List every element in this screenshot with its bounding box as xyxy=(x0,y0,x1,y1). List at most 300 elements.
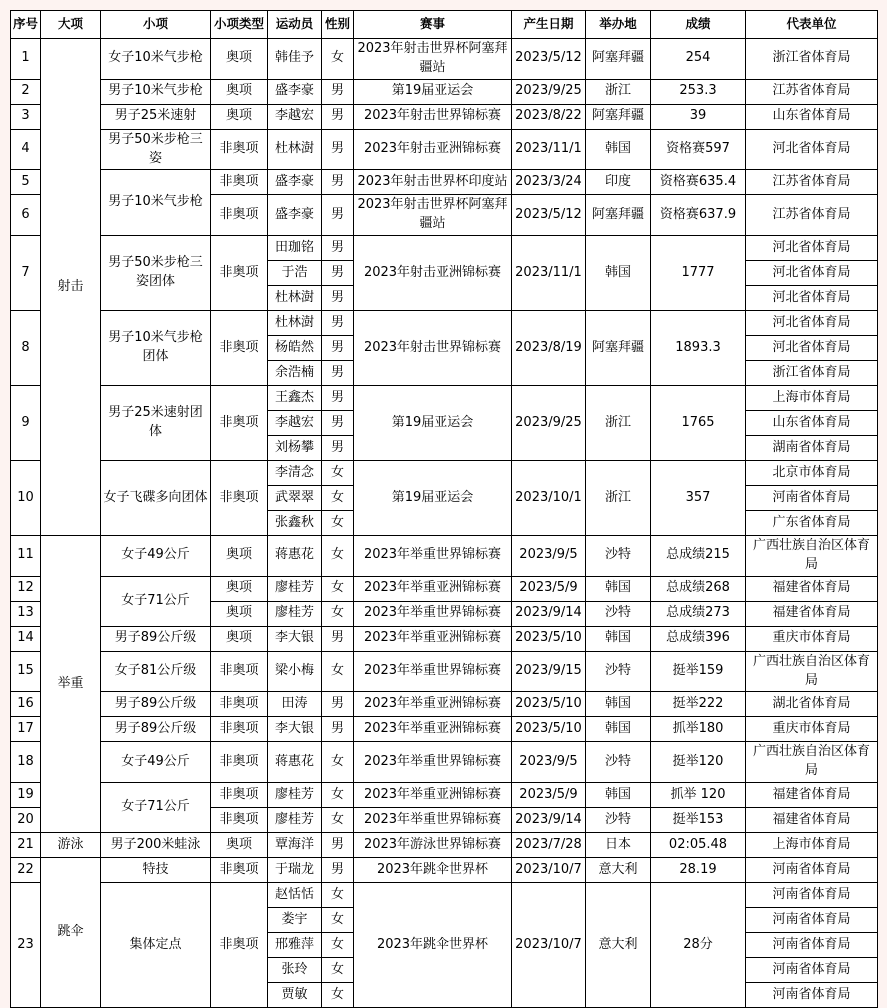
cell-type: 非奥项 xyxy=(211,386,268,461)
cell-unit: 湖南省体育局 xyxy=(746,436,878,461)
cell-competition: 2023年跳伞世界杯 xyxy=(354,858,512,883)
cell-type: 非奥项 xyxy=(211,195,268,236)
cell-competition: 2023年举重亚洲锦标赛 xyxy=(354,626,512,651)
cell-type: 非奥项 xyxy=(211,717,268,742)
cell-no: 16 xyxy=(11,692,41,717)
column-header-4: 运动员 xyxy=(268,11,322,39)
cell-venue: 韩国 xyxy=(586,236,651,311)
cell-athlete: 杜林澍 xyxy=(268,129,322,170)
cell-unit: 河南省体育局 xyxy=(746,858,878,883)
cell-date: 2023/8/22 xyxy=(512,104,586,129)
cell-athlete: 杜林澍 xyxy=(268,286,322,311)
cell-competition: 第19届亚运会 xyxy=(354,461,512,536)
cell-no: 15 xyxy=(11,651,41,692)
cell-result: 总成绩396 xyxy=(651,626,746,651)
cell-no: 20 xyxy=(11,808,41,833)
cell-result: 资格赛597 xyxy=(651,129,746,170)
cell-gender: 男 xyxy=(322,436,354,461)
cell-unit: 河北省体育局 xyxy=(746,336,878,361)
cell-athlete: 王鑫杰 xyxy=(268,386,322,411)
cell-result: 1777 xyxy=(651,236,746,311)
table-row xyxy=(11,39,878,80)
cell-competition: 2023年举重亚洲锦标赛 xyxy=(354,576,512,601)
cell-result: 254 xyxy=(651,39,746,80)
cell-result: 挺举222 xyxy=(651,692,746,717)
cell-no: 7 xyxy=(11,236,41,311)
cell-no: 1 xyxy=(11,39,41,80)
cell-unit: 山东省体育局 xyxy=(746,104,878,129)
cell-athlete: 廖桂芳 xyxy=(268,808,322,833)
table-row xyxy=(11,79,878,104)
cell-no: 8 xyxy=(11,311,41,386)
cell-unit: 浙江省体育局 xyxy=(746,361,878,386)
cell-unit: 河南省体育局 xyxy=(746,958,878,983)
cell-sport: 举重 xyxy=(41,536,101,833)
table-row xyxy=(11,170,878,195)
cell-competition: 2023年射击世界杯印度站 xyxy=(354,170,512,195)
cell-type: 奥项 xyxy=(211,104,268,129)
cell-gender: 女 xyxy=(322,908,354,933)
cell-gender: 女 xyxy=(322,983,354,1008)
cell-athlete: 杜林澍 xyxy=(268,311,322,336)
cell-date: 2023/9/14 xyxy=(512,808,586,833)
cell-type: 非奥项 xyxy=(211,129,268,170)
cell-sport: 游泳 xyxy=(41,833,101,858)
cell-competition: 2023年射击世界锦标赛 xyxy=(354,104,512,129)
cell-gender: 女 xyxy=(322,601,354,626)
cell-event: 男子89公斤级 xyxy=(101,692,211,717)
cell-athlete: 李大银 xyxy=(268,626,322,651)
cell-venue: 浙江 xyxy=(586,386,651,461)
cell-event: 男子50米步枪三姿 xyxy=(101,129,211,170)
cell-date: 2023/9/5 xyxy=(512,742,586,783)
cell-unit: 河南省体育局 xyxy=(746,983,878,1008)
cell-athlete: 李大银 xyxy=(268,717,322,742)
cell-venue: 阿塞拜疆 xyxy=(586,195,651,236)
cell-date: 2023/5/10 xyxy=(512,626,586,651)
cell-type: 非奥项 xyxy=(211,692,268,717)
cell-gender: 女 xyxy=(322,486,354,511)
cell-gender: 女 xyxy=(322,511,354,536)
cell-result: 总成绩268 xyxy=(651,576,746,601)
cell-unit: 浙江省体育局 xyxy=(746,39,878,80)
column-header-9: 成绩 xyxy=(651,11,746,39)
cell-gender: 女 xyxy=(322,536,354,577)
cell-unit: 河南省体育局 xyxy=(746,883,878,908)
table-row xyxy=(11,461,878,486)
cell-date: 2023/5/10 xyxy=(512,692,586,717)
cell-venue: 阿塞拜疆 xyxy=(586,39,651,80)
cell-event: 女子81公斤级 xyxy=(101,651,211,692)
cell-event: 女子10米气步枪 xyxy=(101,39,211,80)
cell-date: 2023/11/1 xyxy=(512,236,586,311)
cell-unit: 广西壮族自治区体育局 xyxy=(746,651,878,692)
cell-athlete: 田涛 xyxy=(268,692,322,717)
column-header-1: 大项 xyxy=(41,11,101,39)
cell-venue: 韩国 xyxy=(586,717,651,742)
cell-gender: 男 xyxy=(322,286,354,311)
cell-date: 2023/9/25 xyxy=(512,79,586,104)
cell-type: 非奥项 xyxy=(211,311,268,386)
cell-date: 2023/5/12 xyxy=(512,195,586,236)
cell-type: 奥项 xyxy=(211,79,268,104)
cell-athlete: 李越宏 xyxy=(268,104,322,129)
cell-result: 357 xyxy=(651,461,746,536)
cell-unit: 湖北省体育局 xyxy=(746,692,878,717)
header-row xyxy=(11,11,878,39)
table-row xyxy=(11,104,878,129)
cell-no: 11 xyxy=(11,536,41,577)
cell-unit: 北京市体育局 xyxy=(746,461,878,486)
cell-no: 9 xyxy=(11,386,41,461)
cell-gender: 男 xyxy=(322,626,354,651)
cell-athlete: 余浩楠 xyxy=(268,361,322,386)
table-row xyxy=(11,626,878,651)
cell-type: 奥项 xyxy=(211,39,268,80)
cell-competition: 2023年举重世界锦标赛 xyxy=(354,742,512,783)
table-row xyxy=(11,717,878,742)
cell-type: 非奥项 xyxy=(211,236,268,311)
cell-type: 非奥项 xyxy=(211,858,268,883)
cell-venue: 韩国 xyxy=(586,692,651,717)
cell-type: 非奥项 xyxy=(211,170,268,195)
cell-sport: 射击 xyxy=(41,39,101,536)
cell-gender: 男 xyxy=(322,170,354,195)
cell-competition: 2023年举重世界锦标赛 xyxy=(354,808,512,833)
cell-gender: 男 xyxy=(322,411,354,436)
cell-athlete: 贾敏 xyxy=(268,983,322,1008)
table-row xyxy=(11,651,878,692)
cell-gender: 男 xyxy=(322,311,354,336)
cell-sport: 跳伞 xyxy=(41,858,101,1008)
cell-gender: 男 xyxy=(322,236,354,261)
column-header-5: 性别 xyxy=(322,11,354,39)
cell-gender: 女 xyxy=(322,883,354,908)
cell-date: 2023/10/1 xyxy=(512,461,586,536)
cell-athlete: 李越宏 xyxy=(268,411,322,436)
table-body xyxy=(11,39,878,1008)
cell-result: 挺举159 xyxy=(651,651,746,692)
cell-unit: 广西壮族自治区体育局 xyxy=(746,742,878,783)
cell-event: 男子25米速射团体 xyxy=(101,386,211,461)
cell-venue: 沙特 xyxy=(586,742,651,783)
cell-no: 6 xyxy=(11,195,41,236)
cell-venue: 日本 xyxy=(586,833,651,858)
cell-event: 女子49公斤 xyxy=(101,742,211,783)
cell-unit: 河北省体育局 xyxy=(746,129,878,170)
cell-no: 21 xyxy=(11,833,41,858)
cell-athlete: 廖桂芳 xyxy=(268,601,322,626)
cell-event: 男子89公斤级 xyxy=(101,717,211,742)
cell-athlete: 蒋惠花 xyxy=(268,536,322,577)
cell-unit: 上海市体育局 xyxy=(746,833,878,858)
cell-gender: 女 xyxy=(322,783,354,808)
table-row xyxy=(11,883,878,908)
cell-competition: 2023年跳伞世界杯 xyxy=(354,883,512,1008)
cell-unit: 福建省体育局 xyxy=(746,601,878,626)
cell-competition: 2023年举重世界锦标赛 xyxy=(354,536,512,577)
cell-event: 男子10米气步枪团体 xyxy=(101,311,211,386)
cell-athlete: 盛李豪 xyxy=(268,170,322,195)
cell-venue: 阿塞拜疆 xyxy=(586,311,651,386)
cell-unit: 河南省体育局 xyxy=(746,933,878,958)
cell-venue: 韩国 xyxy=(586,783,651,808)
cell-date: 2023/10/7 xyxy=(512,858,586,883)
cell-venue: 沙特 xyxy=(586,651,651,692)
cell-athlete: 杨皓然 xyxy=(268,336,322,361)
cell-no: 19 xyxy=(11,783,41,808)
cell-no: 10 xyxy=(11,461,41,536)
cell-unit: 河南省体育局 xyxy=(746,908,878,933)
cell-result: 253.3 xyxy=(651,79,746,104)
cell-gender: 男 xyxy=(322,692,354,717)
cell-venue: 阿塞拜疆 xyxy=(586,104,651,129)
cell-no: 12 xyxy=(11,576,41,601)
cell-date: 2023/8/19 xyxy=(512,311,586,386)
cell-result: 总成绩215 xyxy=(651,536,746,577)
cell-athlete: 田珈铭 xyxy=(268,236,322,261)
cell-result: 1765 xyxy=(651,386,746,461)
cell-event: 女子49公斤 xyxy=(101,536,211,577)
cell-unit: 河北省体育局 xyxy=(746,286,878,311)
cell-gender: 男 xyxy=(322,858,354,883)
cell-athlete: 娄宇 xyxy=(268,908,322,933)
cell-result: 02:05.48 xyxy=(651,833,746,858)
cell-gender: 男 xyxy=(322,104,354,129)
table-row xyxy=(11,742,878,783)
cell-athlete: 于瑞龙 xyxy=(268,858,322,883)
cell-athlete: 盛李豪 xyxy=(268,195,322,236)
cell-venue: 浙江 xyxy=(586,461,651,536)
cell-athlete: 覃海洋 xyxy=(268,833,322,858)
cell-result: 挺举153 xyxy=(651,808,746,833)
cell-venue: 沙特 xyxy=(586,808,651,833)
cell-date: 2023/9/5 xyxy=(512,536,586,577)
cell-event: 女子71公斤 xyxy=(101,783,211,833)
cell-type: 非奥项 xyxy=(211,742,268,783)
cell-no: 23 xyxy=(11,883,41,1008)
cell-venue: 意大利 xyxy=(586,883,651,1008)
cell-gender: 男 xyxy=(322,717,354,742)
cell-athlete: 李清念 xyxy=(268,461,322,486)
cell-date: 2023/3/24 xyxy=(512,170,586,195)
cell-result: 39 xyxy=(651,104,746,129)
cell-type: 奥项 xyxy=(211,626,268,651)
cell-gender: 男 xyxy=(322,386,354,411)
cell-gender: 男 xyxy=(322,361,354,386)
cell-athlete: 廖桂芳 xyxy=(268,783,322,808)
cell-competition: 2023年举重世界锦标赛 xyxy=(354,651,512,692)
table-row xyxy=(11,783,878,808)
cell-date: 2023/5/9 xyxy=(512,576,586,601)
cell-unit: 广东省体育局 xyxy=(746,511,878,536)
cell-unit: 江苏省体育局 xyxy=(746,195,878,236)
cell-gender: 女 xyxy=(322,461,354,486)
cell-date: 2023/10/7 xyxy=(512,883,586,1008)
cell-gender: 女 xyxy=(322,39,354,80)
column-header-7: 产生日期 xyxy=(512,11,586,39)
cell-type: 非奥项 xyxy=(211,883,268,1008)
cell-result: 28.19 xyxy=(651,858,746,883)
cell-event: 女子飞碟多向团体 xyxy=(101,461,211,536)
table-header xyxy=(11,11,878,39)
cell-unit: 福建省体育局 xyxy=(746,808,878,833)
cell-unit: 山东省体育局 xyxy=(746,411,878,436)
cell-unit: 上海市体育局 xyxy=(746,386,878,411)
cell-athlete: 张鑫秋 xyxy=(268,511,322,536)
cell-venue: 印度 xyxy=(586,170,651,195)
cell-gender: 男 xyxy=(322,79,354,104)
cell-type: 奥项 xyxy=(211,536,268,577)
cell-competition: 2023年举重亚洲锦标赛 xyxy=(354,717,512,742)
cell-no: 3 xyxy=(11,104,41,129)
cell-no: 18 xyxy=(11,742,41,783)
cell-athlete: 蒋惠花 xyxy=(268,742,322,783)
table-row xyxy=(11,311,878,336)
cell-gender: 女 xyxy=(322,933,354,958)
cell-competition: 2023年举重亚洲锦标赛 xyxy=(354,692,512,717)
column-header-3: 小项类型 xyxy=(211,11,268,39)
cell-date: 2023/9/15 xyxy=(512,651,586,692)
cell-event: 男子200米蛙泳 xyxy=(101,833,211,858)
cell-athlete: 赵恬恬 xyxy=(268,883,322,908)
table-row xyxy=(11,858,878,883)
table-row xyxy=(11,386,878,411)
cell-no: 13 xyxy=(11,601,41,626)
cell-result: 28分 xyxy=(651,883,746,1008)
cell-no: 2 xyxy=(11,79,41,104)
cell-type: 非奥项 xyxy=(211,808,268,833)
cell-gender: 女 xyxy=(322,808,354,833)
cell-gender: 女 xyxy=(322,958,354,983)
cell-athlete: 邢雅萍 xyxy=(268,933,322,958)
cell-date: 2023/9/14 xyxy=(512,601,586,626)
cell-event: 男子50米步枪三姿团体 xyxy=(101,236,211,311)
cell-event: 男子89公斤级 xyxy=(101,626,211,651)
cell-unit: 河南省体育局 xyxy=(746,486,878,511)
cell-gender: 男 xyxy=(322,336,354,361)
cell-unit: 江苏省体育局 xyxy=(746,79,878,104)
cell-date: 2023/9/25 xyxy=(512,386,586,461)
cell-competition: 2023年游泳世界锦标赛 xyxy=(354,833,512,858)
cell-unit: 广西壮族自治区体育局 xyxy=(746,536,878,577)
cell-gender: 男 xyxy=(322,261,354,286)
cell-venue: 韩国 xyxy=(586,129,651,170)
cell-type: 非奥项 xyxy=(211,783,268,808)
cell-athlete: 武翠翠 xyxy=(268,486,322,511)
cell-athlete: 韩佳予 xyxy=(268,39,322,80)
cell-result: 挺举120 xyxy=(651,742,746,783)
cell-type: 奥项 xyxy=(211,601,268,626)
cell-unit: 重庆市体育局 xyxy=(746,717,878,742)
cell-no: 17 xyxy=(11,717,41,742)
cell-athlete: 于浩 xyxy=(268,261,322,286)
column-header-8: 举办地 xyxy=(586,11,651,39)
cell-gender: 女 xyxy=(322,651,354,692)
cell-competition: 第19届亚运会 xyxy=(354,79,512,104)
cell-competition: 2023年射击亚洲锦标赛 xyxy=(354,129,512,170)
cell-athlete: 梁小梅 xyxy=(268,651,322,692)
cell-competition: 2023年射击世界锦标赛 xyxy=(354,311,512,386)
column-header-0: 序号 xyxy=(11,11,41,39)
cell-event: 男子10米气步枪 xyxy=(101,79,211,104)
table-row xyxy=(11,833,878,858)
column-header-10: 代表单位 xyxy=(746,11,878,39)
cell-athlete: 廖桂芳 xyxy=(268,576,322,601)
cell-competition: 第19届亚运会 xyxy=(354,386,512,461)
cell-venue: 沙特 xyxy=(586,536,651,577)
table-row xyxy=(11,236,878,261)
cell-gender: 男 xyxy=(322,833,354,858)
cell-unit: 福建省体育局 xyxy=(746,783,878,808)
cell-competition: 2023年举重亚洲锦标赛 xyxy=(354,783,512,808)
cell-competition: 2023年举重世界锦标赛 xyxy=(354,601,512,626)
cell-unit: 江苏省体育局 xyxy=(746,170,878,195)
cell-athlete: 盛李豪 xyxy=(268,79,322,104)
cell-result: 抓举180 xyxy=(651,717,746,742)
cell-result: 抓举 120 xyxy=(651,783,746,808)
cell-competition: 2023年射击亚洲锦标赛 xyxy=(354,236,512,311)
cell-venue: 意大利 xyxy=(586,858,651,883)
cell-no: 22 xyxy=(11,858,41,883)
cell-result: 总成绩273 xyxy=(651,601,746,626)
cell-no: 14 xyxy=(11,626,41,651)
table-row xyxy=(11,129,878,170)
cell-gender: 男 xyxy=(322,129,354,170)
cell-venue: 韩国 xyxy=(586,576,651,601)
cell-result: 1893.3 xyxy=(651,311,746,386)
cell-type: 非奥项 xyxy=(211,461,268,536)
table-row xyxy=(11,536,878,577)
column-header-6: 赛事 xyxy=(354,11,512,39)
cell-venue: 韩国 xyxy=(586,626,651,651)
cell-date: 2023/5/12 xyxy=(512,39,586,80)
cell-date: 2023/7/28 xyxy=(512,833,586,858)
cell-competition: 2023年射击世界杯阿塞拜疆站 xyxy=(354,195,512,236)
cell-event: 特技 xyxy=(101,858,211,883)
cell-unit: 河北省体育局 xyxy=(746,261,878,286)
cell-result: 资格赛635.4 xyxy=(651,170,746,195)
cell-unit: 重庆市体育局 xyxy=(746,626,878,651)
cell-event: 男子10米气步枪 xyxy=(101,170,211,236)
cell-athlete: 刘杨攀 xyxy=(268,436,322,461)
table-row xyxy=(11,576,878,601)
cell-venue: 浙江 xyxy=(586,79,651,104)
cell-unit: 福建省体育局 xyxy=(746,576,878,601)
cell-unit: 河北省体育局 xyxy=(746,311,878,336)
cell-gender: 男 xyxy=(322,195,354,236)
cell-venue: 沙特 xyxy=(586,601,651,626)
cell-type: 奥项 xyxy=(211,576,268,601)
cell-date: 2023/11/1 xyxy=(512,129,586,170)
cell-competition: 2023年射击世界杯阿塞拜疆站 xyxy=(354,39,512,80)
records-table xyxy=(10,10,878,1008)
cell-no: 5 xyxy=(11,170,41,195)
column-header-2: 小项 xyxy=(101,11,211,39)
cell-no: 4 xyxy=(11,129,41,170)
cell-gender: 女 xyxy=(322,576,354,601)
cell-type: 非奥项 xyxy=(211,651,268,692)
cell-date: 2023/5/9 xyxy=(512,783,586,808)
cell-event: 女子71公斤 xyxy=(101,576,211,626)
cell-event: 男子25米速射 xyxy=(101,104,211,129)
cell-unit: 河北省体育局 xyxy=(746,236,878,261)
cell-athlete: 张玲 xyxy=(268,958,322,983)
cell-event: 集体定点 xyxy=(101,883,211,1008)
cell-date: 2023/5/10 xyxy=(512,717,586,742)
table-row xyxy=(11,692,878,717)
cell-gender: 女 xyxy=(322,742,354,783)
